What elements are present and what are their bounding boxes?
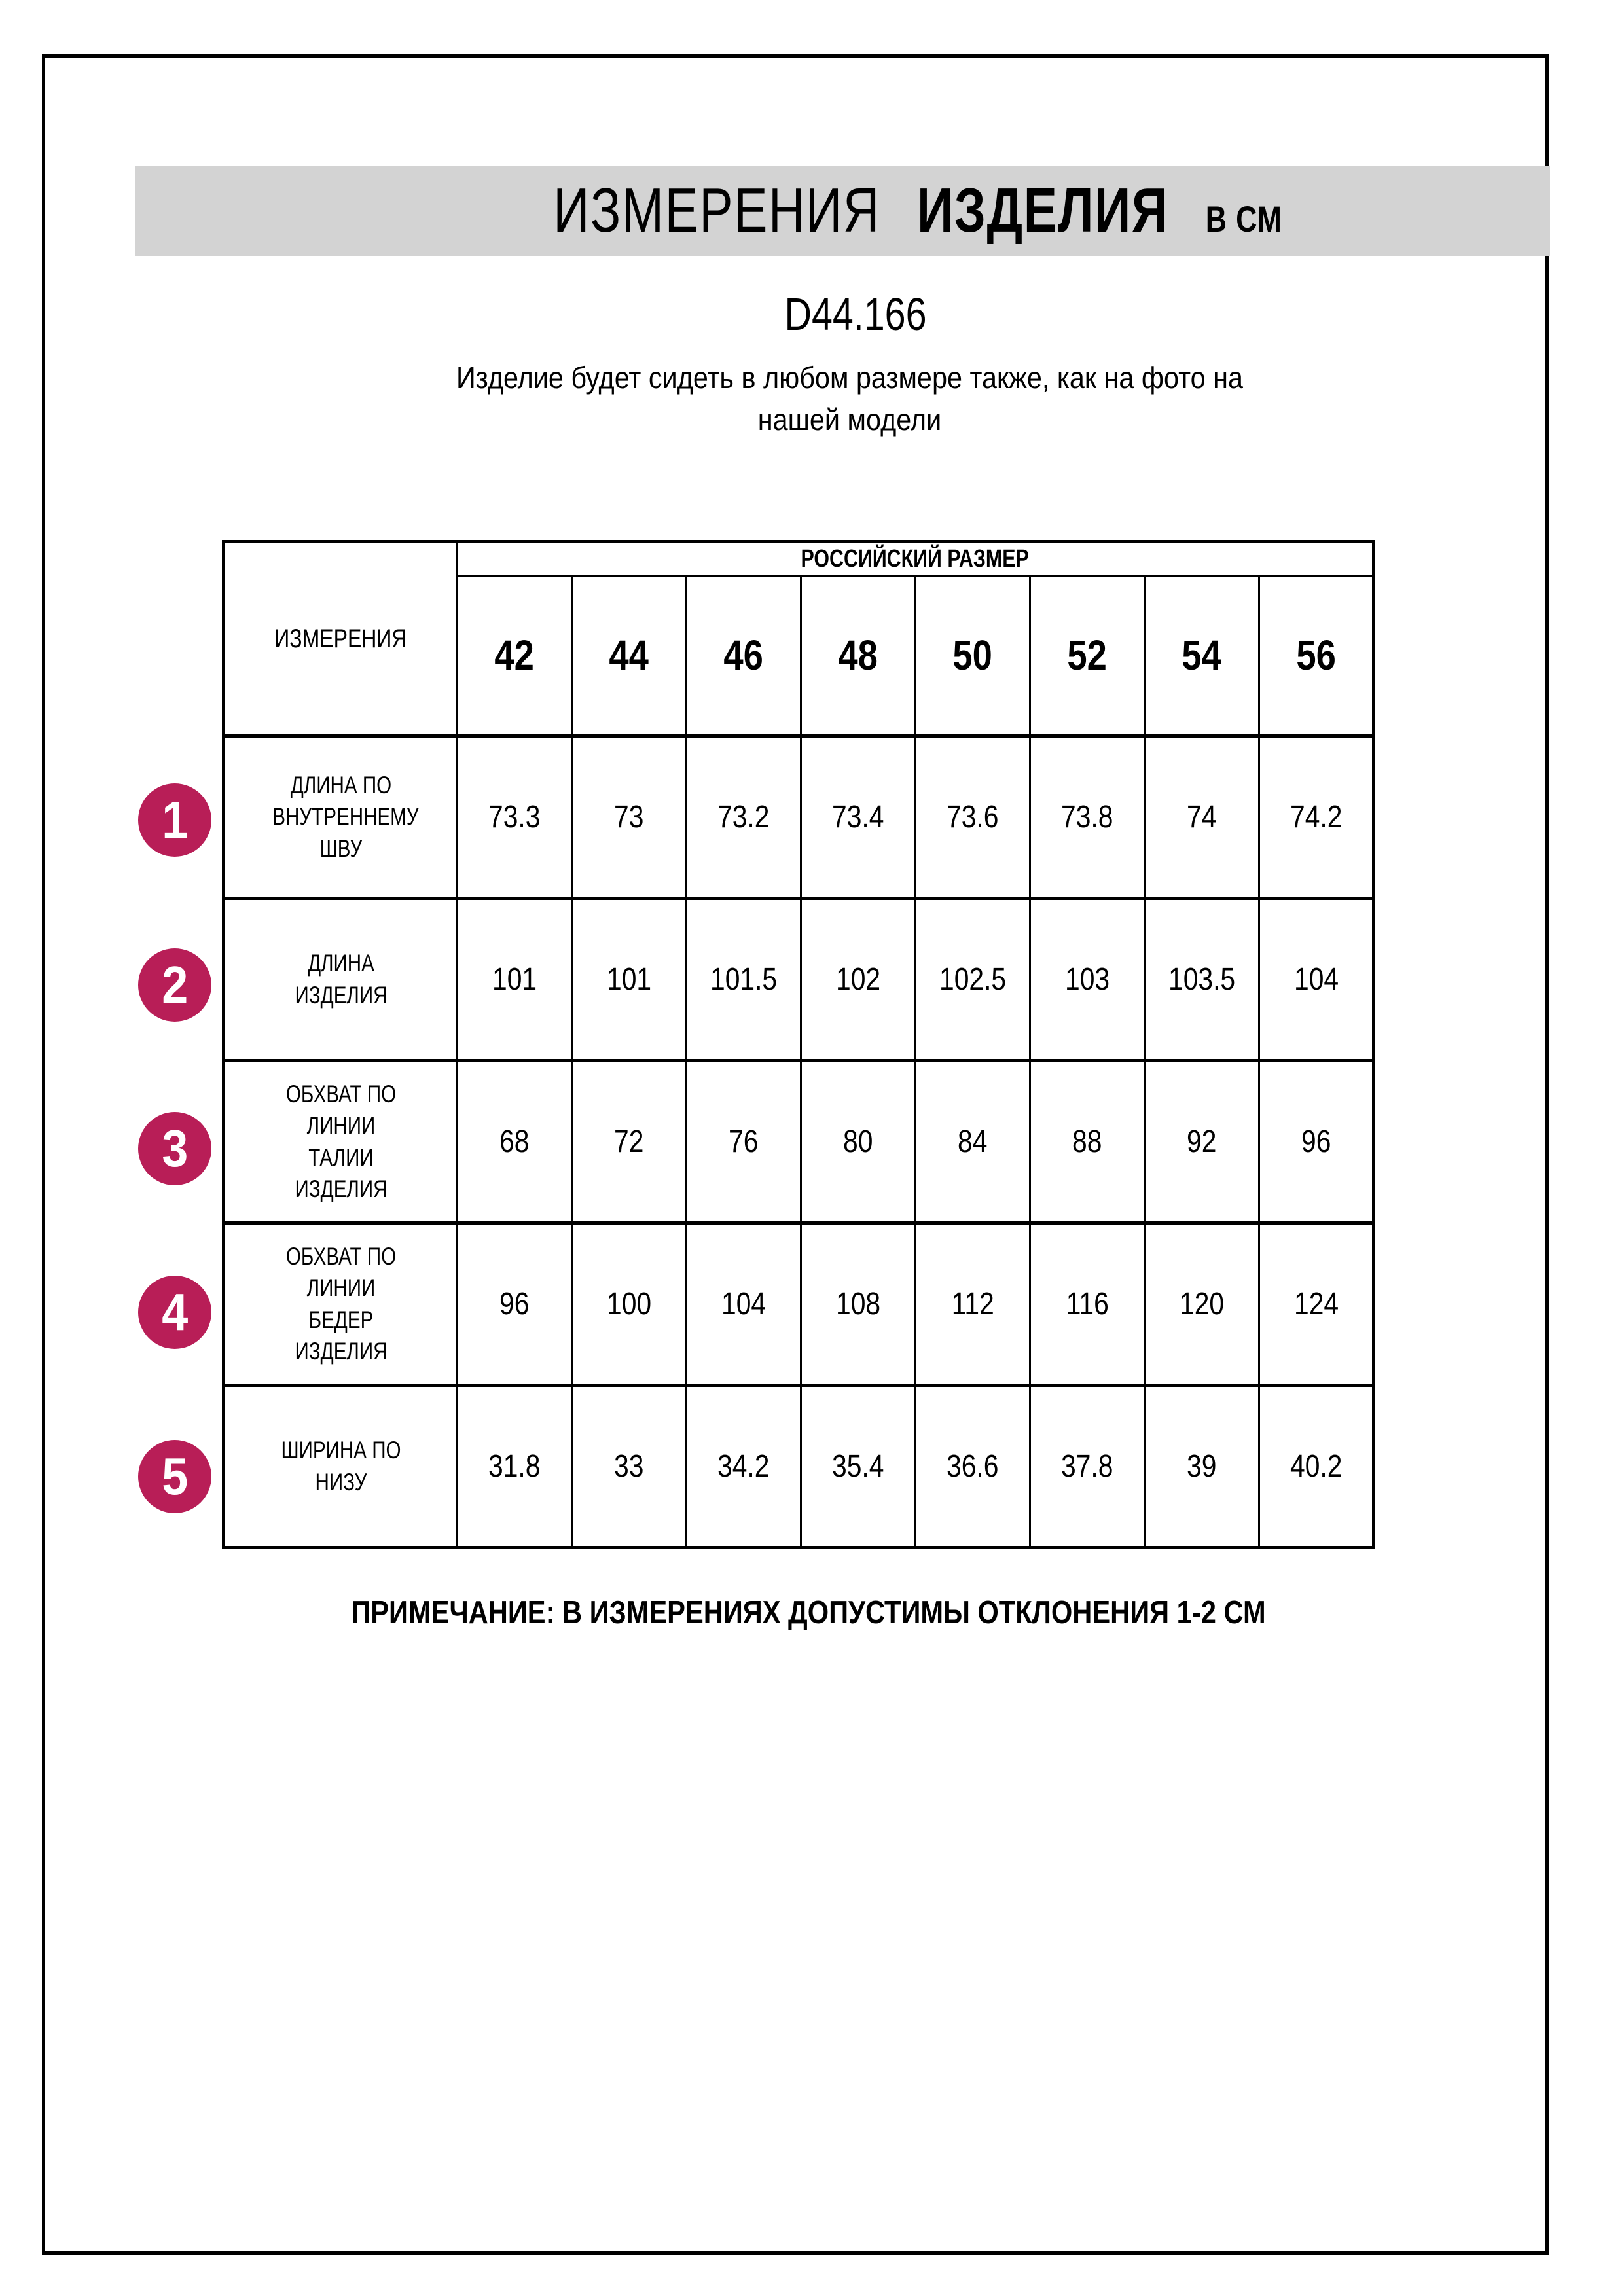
size-col-56 — [1259, 576, 1374, 736]
value-cell — [458, 736, 572, 899]
value: 101 — [492, 962, 537, 997]
value: 101.5 — [710, 962, 778, 997]
size-col-52 — [1030, 576, 1145, 736]
size-table — [222, 540, 1375, 1549]
table-row-garment-length — [224, 899, 1374, 1061]
value-cell — [916, 1386, 1030, 1548]
value-cell — [1259, 1061, 1374, 1223]
value: 88 — [1072, 1124, 1102, 1159]
row-number-badge-1 — [138, 783, 211, 857]
row-label-cell — [224, 1386, 458, 1548]
tolerance-note: ПРИМЕЧАНИЕ: В ИЗМЕРЕНИЯХ ДОПУСТИМЫ ОТКЛОНЕНИЯ 1-2 СМ — [351, 1595, 1266, 1630]
value-cell — [1030, 1223, 1145, 1386]
value-cell — [1259, 899, 1374, 1061]
value-cell — [801, 899, 916, 1061]
value-cell — [687, 1386, 801, 1548]
value-cell — [801, 1223, 916, 1386]
row-number-badge-3 — [138, 1112, 211, 1185]
value-cell — [1030, 1061, 1145, 1223]
title-banner-text — [553, 175, 1282, 247]
value-cell — [801, 736, 916, 899]
size-label: 56 — [1296, 632, 1336, 679]
value-cell — [458, 1061, 572, 1223]
size-label: 44 — [609, 632, 649, 679]
table-row-hip-girth — [224, 1223, 1374, 1386]
value: 73 — [614, 800, 644, 834]
size-col-54 — [1145, 576, 1259, 736]
value-cell — [916, 1223, 1030, 1386]
value: 73.6 — [947, 800, 999, 834]
badge-number: 3 — [161, 1119, 189, 1177]
value: 103 — [1064, 962, 1110, 997]
title-emphasis: ИЗДЕЛИЯ — [916, 175, 1169, 245]
value-cell — [687, 1061, 801, 1223]
row-label-cell — [224, 736, 458, 899]
table-row-inseam-length — [224, 736, 1374, 899]
size-col-46 — [687, 576, 801, 736]
value: 34.2 — [717, 1449, 770, 1484]
value-cell — [687, 899, 801, 1061]
value-cell — [1145, 736, 1259, 899]
value: 73.2 — [717, 800, 770, 834]
value: 73.4 — [832, 800, 884, 834]
badge-number: 1 — [161, 791, 189, 849]
value: 96 — [1301, 1124, 1331, 1159]
row-label: ОБХВАТ ПО ЛИНИИ ТАЛИИ ИЗДЕЛИЯ — [285, 1081, 396, 1202]
value-cell — [572, 899, 687, 1061]
row-label: ДЛИНА ИЗДЕЛИЯ — [294, 950, 388, 1009]
group-header: РОССИЙСКИЙ РАЗМЕР — [801, 545, 1030, 573]
value: 80 — [843, 1124, 873, 1159]
value: 37.8 — [1061, 1449, 1113, 1484]
value: 103.5 — [1168, 962, 1236, 997]
value: 72 — [614, 1124, 644, 1159]
size-label: 54 — [1182, 632, 1222, 679]
size-label: 46 — [723, 632, 764, 679]
value: 31.8 — [488, 1449, 541, 1484]
size-label: 48 — [838, 632, 878, 679]
value-cell — [572, 1386, 687, 1548]
value-cell — [572, 1061, 687, 1223]
value-cell — [572, 1223, 687, 1386]
size-col-44 — [572, 576, 687, 736]
size-label: 52 — [1067, 632, 1108, 679]
value: 76 — [729, 1124, 759, 1159]
badge-number: 4 — [161, 1283, 189, 1341]
title-unit: В СМ — [1205, 198, 1282, 240]
subtitle-line-1: Изделие будет сидеть в любом размере также, как на фото на — [456, 361, 1244, 395]
value: 68 — [499, 1124, 530, 1159]
value: 35.4 — [832, 1449, 884, 1484]
value-cell — [458, 1386, 572, 1548]
table-header-row — [224, 542, 1374, 576]
value-cell — [916, 736, 1030, 899]
badge-number: 5 — [161, 1447, 189, 1505]
size-col-48 — [801, 576, 916, 736]
value: 102 — [835, 962, 881, 997]
value: 112 — [951, 1287, 994, 1321]
group-header-cell — [458, 542, 1374, 576]
size-col-42 — [458, 576, 572, 736]
value: 74.2 — [1290, 800, 1343, 834]
value-cell — [687, 736, 801, 899]
value-cell — [1030, 899, 1145, 1061]
value: 101 — [606, 962, 652, 997]
value: 104 — [721, 1287, 767, 1321]
title-main: ИЗМЕРЕНИЯ — [553, 175, 880, 245]
row-label-cell — [224, 1061, 458, 1223]
value: 40.2 — [1290, 1449, 1343, 1484]
value: 124 — [1293, 1287, 1339, 1321]
badge-number: 2 — [161, 956, 189, 1014]
value-cell — [801, 1061, 916, 1223]
value-cell — [916, 1061, 1030, 1223]
row-label: ШИРИНА ПО НИЗУ — [280, 1437, 401, 1496]
value: 108 — [835, 1287, 881, 1321]
size-label: 50 — [952, 632, 993, 679]
value-cell — [1145, 1386, 1259, 1548]
value-cell — [1259, 1223, 1374, 1386]
value-cell — [1259, 736, 1374, 899]
value-cell — [1145, 899, 1259, 1061]
size-label: 42 — [494, 632, 535, 679]
value: 120 — [1179, 1287, 1225, 1321]
value: 100 — [606, 1287, 652, 1321]
value: 116 — [1066, 1287, 1109, 1321]
row-number-badge-4 — [138, 1276, 211, 1349]
corner-label: ИЗМЕРЕНИЯ — [274, 624, 407, 653]
value-cell — [1030, 736, 1145, 899]
value: 36.6 — [947, 1449, 999, 1484]
value-cell — [1145, 1061, 1259, 1223]
value-cell — [458, 899, 572, 1061]
row-number-badge-5 — [138, 1440, 211, 1513]
row-label: ОБХВАТ ПО ЛИНИИ БЕДЕР ИЗДЕЛИЯ — [285, 1243, 396, 1365]
corner-label-cell — [224, 542, 458, 736]
table-row-waist-girth — [224, 1061, 1374, 1223]
value-cell — [916, 899, 1030, 1061]
value-cell — [1030, 1386, 1145, 1548]
value: 73.8 — [1061, 800, 1113, 834]
value: 73.3 — [488, 800, 541, 834]
value: 96 — [499, 1287, 530, 1321]
value-cell — [687, 1223, 801, 1386]
row-label-cell — [224, 1223, 458, 1386]
value-cell — [458, 1223, 572, 1386]
value-cell — [572, 736, 687, 899]
value-cell — [1259, 1386, 1374, 1548]
value: 74 — [1187, 800, 1217, 834]
value: 39 — [1187, 1449, 1217, 1484]
title-banner — [135, 166, 1550, 256]
value-cell — [1145, 1223, 1259, 1386]
product-code: D44.166 — [784, 289, 927, 340]
row-number-badge-2 — [138, 948, 211, 1022]
value: 104 — [1293, 962, 1339, 997]
row-label: ДЛИНА ПО ВНУТРЕННЕМУ ШВУ — [272, 772, 419, 862]
value: 102.5 — [939, 962, 1007, 997]
value: 33 — [614, 1449, 644, 1484]
size-col-50 — [916, 576, 1030, 736]
subtitle-line-2: нашей модели — [757, 403, 942, 437]
value-cell — [801, 1386, 916, 1548]
value: 92 — [1187, 1124, 1217, 1159]
value: 84 — [958, 1124, 988, 1159]
table-row-bottom-width — [224, 1386, 1374, 1548]
row-label-cell — [224, 899, 458, 1061]
